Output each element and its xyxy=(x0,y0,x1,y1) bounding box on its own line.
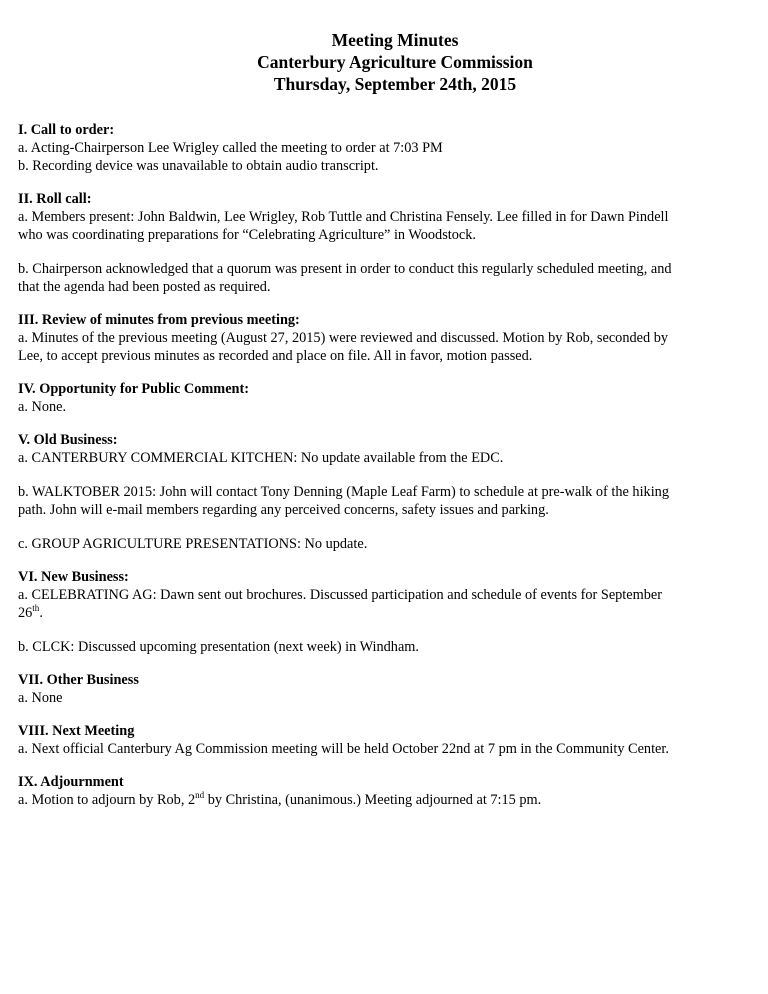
item-c: c. GROUP AGRICULTURE PRESENTATIONS: No update. xyxy=(18,536,368,552)
document-title xyxy=(18,29,768,95)
section-heading: VI. New Business: xyxy=(18,569,129,585)
item-a-text: a. CELEBRATING AG: Dawn sent out brochures. Discussed participation and schedule of events for September 26 xyxy=(18,587,663,621)
section-heading: VII. Other Business xyxy=(18,672,139,688)
section-call-to-order xyxy=(18,121,688,175)
item-a-text: a. Motion to adjourn by Rob, 2 xyxy=(18,792,196,808)
section-heading: IX. Adjournment xyxy=(18,774,124,790)
item-a xyxy=(18,791,688,809)
item-a-end: . xyxy=(39,605,43,621)
section-heading: II. Roll call: xyxy=(18,191,92,207)
item-a-end: by Christina, (unanimous.) Meeting adjourned at 7:15 pm. xyxy=(204,792,542,808)
section-roll-call xyxy=(18,190,688,296)
item-a: a. None. xyxy=(18,399,67,415)
item-a: a. Members present: John Baldwin, Lee Wrigley, Rob Tuttle and Christina Fensely. Lee filled in for Dawn Pindell who was coordinating preparations for “Celebrating Agriculture” in Woodstock. xyxy=(18,209,669,243)
section-review-minutes xyxy=(18,311,688,365)
item-a: a. Acting-Chairperson Lee Wrigley called the meeting to order at 7:03 PM xyxy=(18,140,443,156)
title-line-1: Meeting Minutes xyxy=(331,30,459,50)
item-a: a. Minutes of the previous meeting (August 27, 2015) were reviewed and discussed. Motion by Rob, seconded by Lee, to accept previous minutes as recorded and place on file. All in favor, motion passed. xyxy=(18,330,668,364)
title-line-2: Canterbury Agriculture Commission xyxy=(257,52,533,72)
item-b: b. Recording device was unavailable to obtain audio transcript. xyxy=(18,158,379,174)
item-a: a. Next official Canterbury Ag Commission meeting will be held October 22nd at 7 pm in the Community Center. xyxy=(18,741,669,757)
item-a: a. CANTERBURY COMMERCIAL KITCHEN: No update available from the EDC. xyxy=(18,450,504,466)
section-new-business xyxy=(18,568,688,656)
section-heading: III. Review of minutes from previous meeting: xyxy=(18,312,300,328)
item-a-superscript: nd xyxy=(195,790,205,801)
section-adjournment xyxy=(18,773,688,809)
title-line-3: Thursday, September 24th, 2015 xyxy=(273,74,517,94)
section-heading: I. Call to order: xyxy=(18,122,115,138)
item-b: b. CLCK: Discussed upcoming presentation (next week) in Windham. xyxy=(18,639,419,655)
section-heading: VIII. Next Meeting xyxy=(18,723,135,739)
section-public-comment xyxy=(18,380,688,416)
item-a-superscript: th xyxy=(32,603,40,614)
section-next-meeting xyxy=(18,722,688,758)
section-other-business xyxy=(18,671,688,707)
item-b: b. WALKTOBER 2015: John will contact Tony Denning (Maple Leaf Farm) to schedule at pre-walk of the hiking path. John will e-mail members regarding any perceived concerns, safety issues and parking. xyxy=(18,484,669,518)
section-heading: IV. Opportunity for Public Comment: xyxy=(18,381,250,397)
section-old-business xyxy=(18,431,688,553)
item-a xyxy=(18,586,688,622)
item-a: a. None xyxy=(18,690,63,706)
item-b: b. Chairperson acknowledged that a quorum was present in order to conduct this regularly scheduled meeting, and that the agenda had been posted as required. xyxy=(18,261,672,295)
section-heading: V. Old Business: xyxy=(18,432,118,448)
